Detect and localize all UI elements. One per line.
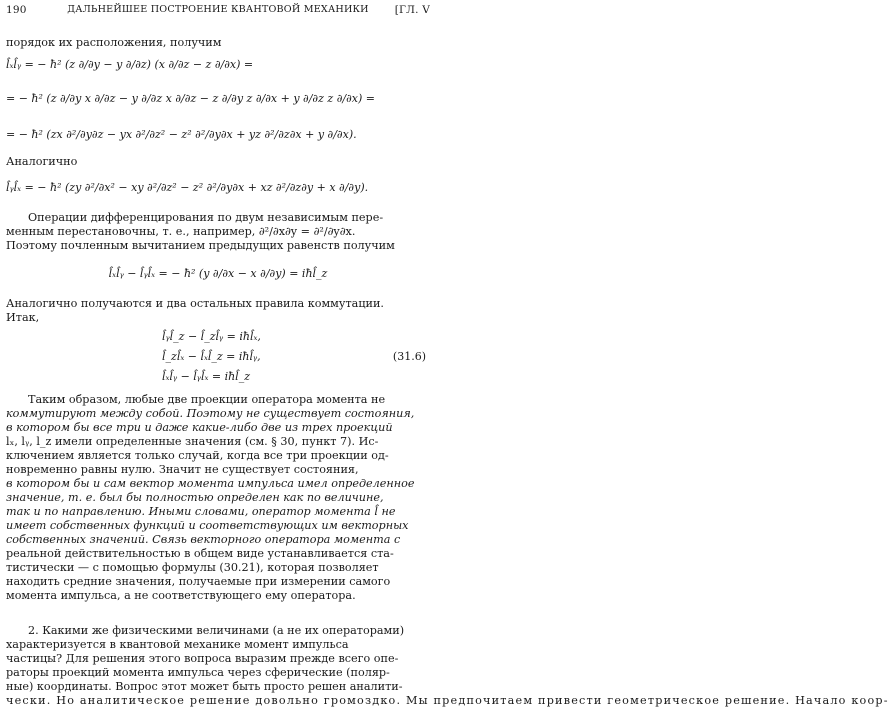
text-line: новременно равны нулю. Значит не существует состояния,: [6, 463, 359, 476]
text-line: менным перестановочны, т. е., например, ∂²/∂x∂y = ∂²/∂y∂x.: [6, 225, 356, 238]
text-line: характеризуется в квантовой механике момент импульса: [6, 638, 349, 651]
equation-line: l̂_zl̂ₓ − l̂ₓl̂_z = iħl̂ᵧ,: [162, 350, 261, 363]
chapter-title: ДАЛЬНЕЙШЕЕ ПОСТРОЕНИЕ КВАНТОВОЙ МЕХАНИКИ: [67, 4, 369, 15]
text-line: в котором бы все три и даже какие-либо две из трех проекций: [6, 421, 393, 434]
text-line: порядок их расположения, получим: [6, 36, 222, 49]
equation-line: l̂ᵧl̂_z − l̂_zl̂ᵧ = iħl̂ₓ,: [162, 330, 261, 343]
text-line: тистически — с помощью формулы (30.21), которая позволяет: [6, 561, 379, 574]
text-line: так и по направлению. Иными словами, оператор момента l̂ не: [6, 505, 396, 518]
text-line: Аналогично получаются и два остальных правила коммутации.: [6, 297, 384, 310]
equation-number: (31.6): [392, 350, 426, 363]
text-line: ные) координаты. Вопрос этот может быть просто решен аналити-: [6, 680, 403, 693]
chapter-label: [ГЛ. V: [394, 4, 430, 16]
text-line: коммутируют между собой. Поэтому не существует состояния,: [6, 407, 415, 420]
text-line: Аналогично: [6, 155, 78, 168]
running-header: [6, 4, 430, 20]
equation-line: l̂ₓl̂ᵧ − l̂ᵧl̂ₓ = − ħ² (y ∂/∂x − x ∂/∂y) = iħl̂_z: [108, 267, 328, 280]
page-number: 190: [6, 4, 27, 16]
text-line: собственных значений. Связь векторного оператора момента с: [6, 533, 401, 546]
text-line: реальной действительностью в общем виде устанавливается ста-: [6, 547, 394, 560]
text-line: значение, т. е. был бы полностью определен как по величине,: [6, 491, 384, 504]
text-line: чески. Но аналитическое решение довольно громоздко. Мы предпочитаем привести геометрическое решение. Начало коор-: [6, 694, 889, 707]
text-line: находить средние значения, получаемые при измерении самого: [6, 575, 391, 588]
text-line: Таким образом, любые две проекции оператора момента не: [28, 393, 386, 406]
equation-line: l̂ₓl̂ᵧ = − ħ² (z ∂/∂y − y ∂/∂z) (x ∂/∂z − z ∂/∂x) =: [6, 58, 254, 71]
text-line: Итак,: [6, 311, 40, 324]
text-line: Операции дифференцирования по двум независимым пере-: [28, 211, 384, 224]
text-line: Поэтому почленным вычитанием предыдущих равенств получим: [6, 239, 395, 252]
equation-line: = − ħ² (zx ∂²/∂y∂z − yx ∂²/∂z² − z² ∂²/∂y∂x + yz ∂²/∂z∂x + y ∂/∂x).: [6, 128, 357, 141]
text-line: ключением является только случай, когда все три проекции од-: [6, 449, 389, 462]
text-line: раторы проекций момента импульса через сферические (поляр-: [6, 666, 390, 679]
text-line: момента импульса, а не соответствующего ему оператора.: [6, 589, 356, 602]
text-line: частицы? Для решения этого вопроса выразим прежде всего опе-: [6, 652, 399, 665]
text-line: lₓ, lᵧ, l_z имели определенные значения (см. § 30, пункт 7). Ис-: [6, 435, 379, 448]
text-line: имеет собственных функций и соответствующих им векторных: [6, 519, 409, 532]
text-line: 2. Какими же физическими величинами (а не их операторами): [28, 624, 405, 637]
text-line: в котором бы и сам вектор момента импульса имел определенное: [6, 477, 415, 490]
equation-line: l̂ₓl̂ᵧ − l̂ᵧl̂ₓ = iħl̂_z: [162, 370, 250, 383]
equation-line: = − ħ² (z ∂/∂y x ∂/∂z − y ∂/∂z x ∂/∂z − z ∂/∂y z ∂/∂x + y ∂/∂z z ∂/∂x) =: [6, 92, 375, 105]
equation-line: l̂ᵧl̂ₓ = − ħ² (zy ∂²/∂x² − xy ∂²/∂z² − z² ∂²/∂y∂x + xz ∂²/∂z∂y + x ∂/∂y).: [6, 181, 369, 194]
